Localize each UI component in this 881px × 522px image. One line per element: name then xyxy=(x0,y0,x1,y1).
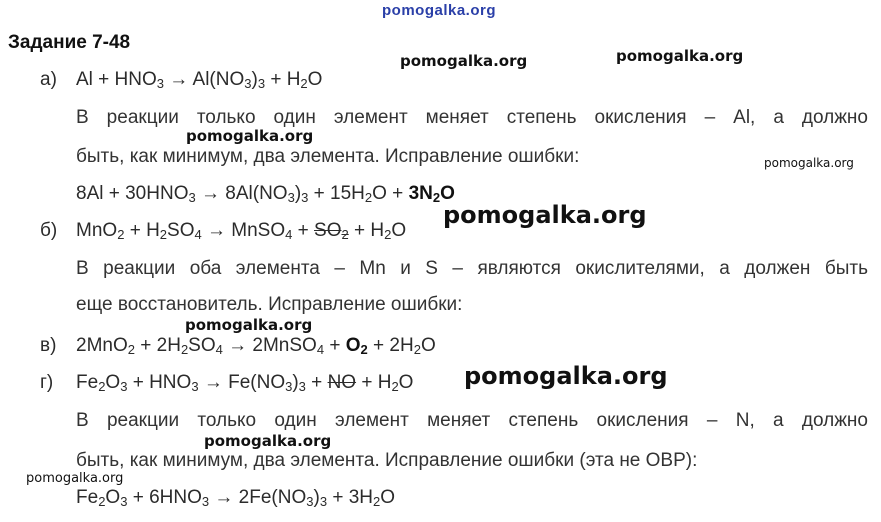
formula-text: + 2H xyxy=(134,335,181,356)
formula-subscript: 3 xyxy=(191,379,199,394)
formula-subscript: 2 xyxy=(98,494,106,509)
formula-text: ) xyxy=(251,69,258,90)
formula-text: + H xyxy=(356,372,392,393)
formula-text: O xyxy=(380,487,396,508)
formula-text: + HNO xyxy=(127,372,192,393)
formula-text: O xyxy=(105,487,121,508)
formula-text: O xyxy=(307,69,323,90)
watermark: pomogalka.org xyxy=(186,127,314,145)
formula-subscript: 2 xyxy=(360,342,368,357)
watermark: pomogalka.org xyxy=(464,362,668,390)
formula-text: → 2Fe(NO xyxy=(209,487,307,508)
part-b-equation xyxy=(76,220,406,242)
watermark: pomogalka.org xyxy=(26,471,124,486)
site-header-watermark[interactable]: pomogalka.org xyxy=(382,2,497,19)
formula-text: SO xyxy=(314,220,342,241)
task-title: Задание 7-48 xyxy=(8,32,131,53)
formula-text: + xyxy=(292,220,315,241)
formula-subscript: 2 xyxy=(413,342,421,357)
part-a-fixed-equation xyxy=(76,183,455,205)
formula-subscript: 3 xyxy=(298,379,306,394)
watermark: pomogalka.org xyxy=(616,47,744,65)
formula-subscript: 2 xyxy=(180,342,189,357)
watermark: pomogalka.org xyxy=(185,316,313,334)
formula-text: O xyxy=(105,372,121,393)
formula-text: → MnSO xyxy=(201,220,286,241)
formula-text: MnO xyxy=(76,220,118,241)
formula-subscript: 2 xyxy=(384,227,392,242)
formula-text: → 2MnSO xyxy=(222,335,317,356)
part-a-text-line1: В реакции только один элемент меняет степень окисления – Al, а должно xyxy=(76,107,868,128)
formula-text: + 15H xyxy=(308,183,365,204)
part-a-text-line2: быть, как минимум, два элемента. Исправление ошибки: xyxy=(76,146,580,167)
formula-text: + H xyxy=(124,220,160,241)
formula-subscript: 2 xyxy=(364,190,373,205)
formula-text: Al + HNO xyxy=(76,69,157,90)
formula-text: Fe xyxy=(76,372,99,393)
formula-subscript: 4 xyxy=(316,342,325,357)
formula-text: 2MnO xyxy=(76,335,128,356)
part-a-equation xyxy=(76,69,322,91)
formula-subscript: 2 xyxy=(127,342,135,357)
watermark: pomogalka.org xyxy=(443,201,647,229)
part-a-label: а) xyxy=(40,69,57,90)
formula-text: NO xyxy=(327,372,357,393)
formula-text: + 3H xyxy=(327,487,373,508)
formula-text: SO xyxy=(167,220,195,241)
formula-subscript: 3 xyxy=(257,76,266,91)
formula-text: 3N xyxy=(408,183,433,204)
formula-subscript: 4 xyxy=(285,227,293,242)
formula-text: O xyxy=(391,220,407,241)
part-g-text-line2: быть, как минимум, два элемента. Исправление ошибки (эта не ОВР): xyxy=(76,450,698,471)
formula-subscript: 3 xyxy=(287,190,295,205)
formula-text: 8Al + 30HNO xyxy=(76,183,189,204)
formula-text: O xyxy=(398,372,414,393)
formula-text: + xyxy=(324,335,346,356)
formula-text: SO xyxy=(188,335,216,356)
formula-text: O + xyxy=(372,183,409,204)
formula-subscript: 3 xyxy=(319,494,328,509)
formula-text: + xyxy=(305,372,328,393)
part-g-fixed-equation xyxy=(76,487,395,509)
part-b-text-line1: В реакции оба элемента – Mn и S – являются окислителями, а должен быть xyxy=(76,258,868,279)
formula-subscript: 3 xyxy=(244,76,252,91)
formula-text: + H xyxy=(348,220,385,241)
formula-text: → Fe(NO xyxy=(198,372,286,393)
formula-subscript: 3 xyxy=(306,494,314,509)
formula-text: O xyxy=(440,183,455,204)
formula-subscript: 2 xyxy=(373,494,381,509)
formula-subscript: 2 xyxy=(391,379,399,394)
part-v-label: в) xyxy=(40,335,57,356)
watermark: pomogalka.org xyxy=(764,156,854,170)
formula-text: → Al(NO xyxy=(164,69,245,90)
formula-subscript: 3 xyxy=(301,190,309,205)
formula-text: + 2H xyxy=(367,335,414,356)
formula-subscript: 3 xyxy=(120,494,128,509)
formula-subscript: 4 xyxy=(215,342,223,357)
formula-subscript: 3 xyxy=(201,494,210,509)
formula-subscript: 2 xyxy=(341,227,349,242)
formula-subscript: 2 xyxy=(300,76,308,91)
formula-subscript: 2 xyxy=(432,190,441,205)
formula-subscript: 3 xyxy=(285,379,293,394)
formula-text: ) xyxy=(294,183,302,204)
part-g-text-line1: В реакции только один элемент меняет степень окисления – N, а должно xyxy=(76,410,868,431)
formula-subscript: 4 xyxy=(194,227,202,242)
formula-subscript: 3 xyxy=(188,190,196,205)
formula-text: ) xyxy=(292,372,299,393)
part-v-equation xyxy=(76,335,436,357)
part-g-label: г) xyxy=(40,372,54,393)
part-b-label: б) xyxy=(40,220,58,241)
watermark: pomogalka.org xyxy=(400,52,528,70)
formula-subscript: 2 xyxy=(117,227,125,242)
formula-subscript: 3 xyxy=(156,76,165,91)
formula-subscript: 2 xyxy=(159,227,168,242)
formula-subscript: 3 xyxy=(120,379,128,394)
formula-text: → 8Al(NO xyxy=(195,183,288,204)
part-b-text-line2: еще восстановитель. Исправление ошибки: xyxy=(76,294,463,315)
formula-text: ) xyxy=(313,487,320,508)
formula-text: O xyxy=(420,335,436,356)
part-g-equation xyxy=(76,372,413,394)
formula-subscript: 2 xyxy=(98,379,106,394)
formula-text: O xyxy=(345,335,361,356)
formula-text: + 6HNO xyxy=(127,487,202,508)
watermark: pomogalka.org xyxy=(204,432,332,450)
formula-text: Fe xyxy=(76,487,99,508)
formula-text: + H xyxy=(265,69,301,90)
